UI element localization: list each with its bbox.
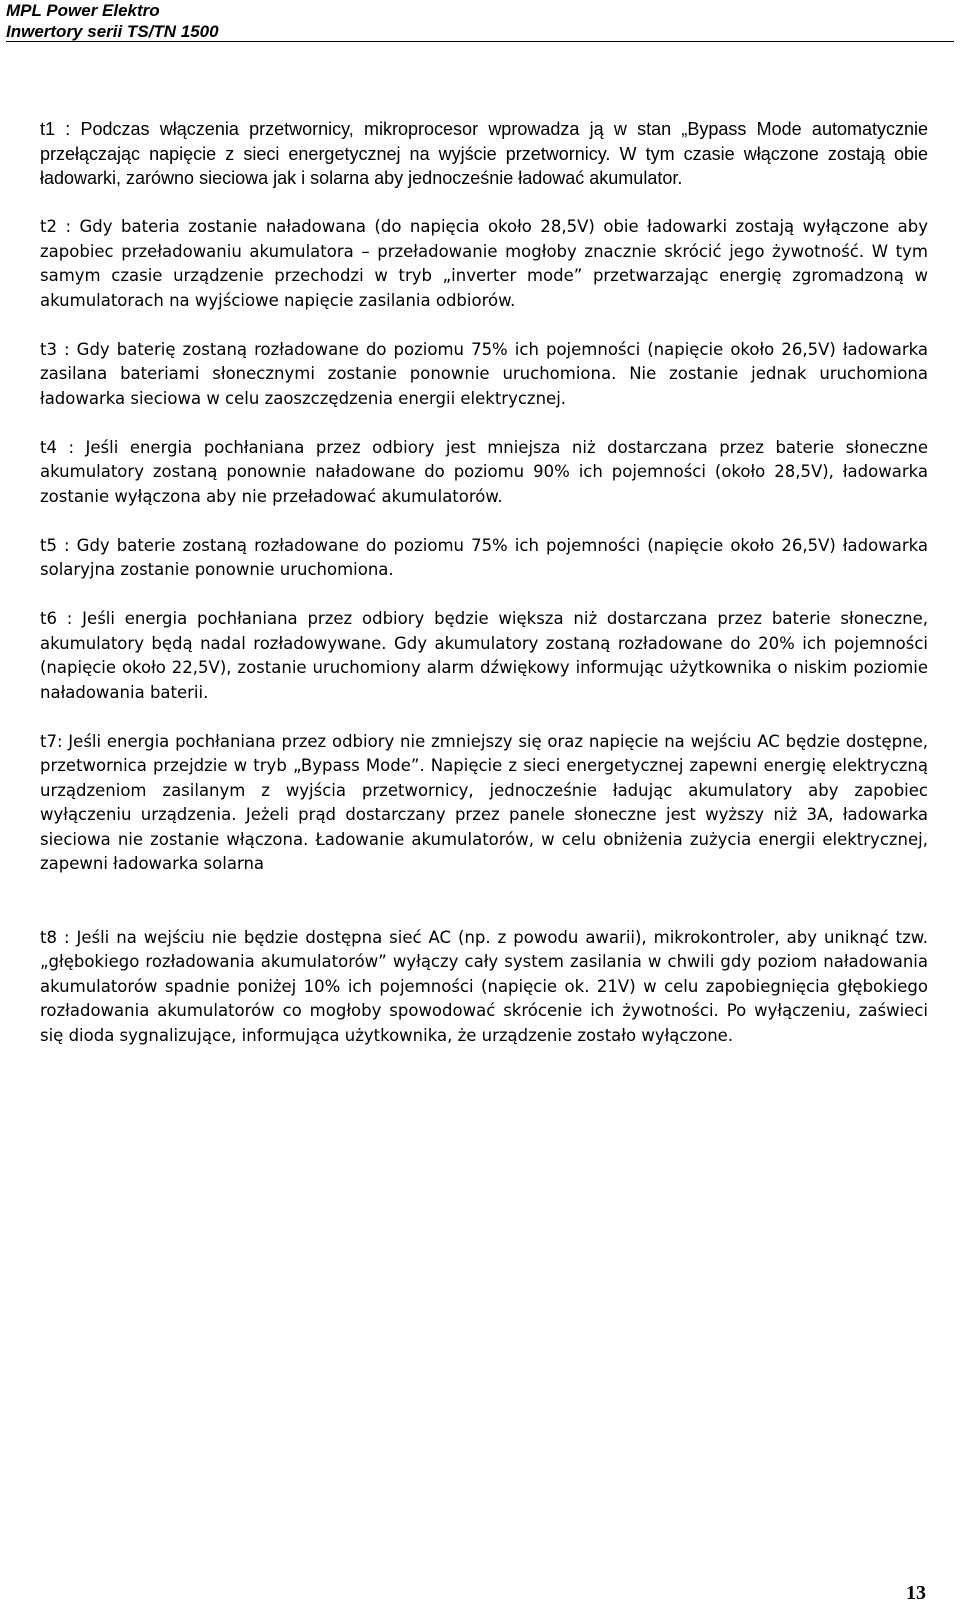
page-header <box>6 0 954 42</box>
header-rule <box>6 41 954 42</box>
paragraph-t1: t1 : Podczas włączenia przetwornicy, mikroprocesor wprowadza ją w stan „Bypass Mode automatycznie przełączając napięcie z sieci energetycznej na wyjście przetwornicy. W tym czasie włączone zostają obie ładowarki, zarówno sieciowa jak i solarna aby jednocześnie ładować akumulator. <box>40 119 928 188</box>
header-series: Inwertory serii TS/TN 1500 <box>6 22 219 41</box>
page-number: 13 <box>906 1582 926 1604</box>
paragraph-t4: t4 : Jeśli energia pochłaniana przez odbiory jest mniejsza niż dostarczana przez baterie słoneczne akumulatory zostaną ponownie naładowane do poziomu 90% ich pojemności (około 28,5V), ładowarka zostanie wyłączona aby nie przeładować akumulatorów. <box>40 437 928 506</box>
document-body <box>40 117 928 1048</box>
header-company: MPL Power Elektro <box>6 1 160 20</box>
paragraph-t8: t8 : Jeśli na wejściu nie będzie dostępna sieć AC (np. z powodu awarii), mikrokontroler, aby uniknąć tzw. „głębokiego rozładowania akumulatorów” wyłączy cały system zasilania w chwili gdy poziom naładowania akumulatorów spadnie poniżej 10% ich pojemności (napięcie ok. 21V) w celu zapobiegnięcia głębokiego rozładowania akumulatorów co mogłoby spowodować skrócenie ich żywotności. Po wyłączeniu, zaświeci się dioda sygnalizujące, informująca użytkownika, że urządzenie zostało wyłączone. <box>40 927 928 1045</box>
paragraph-t3: t3 : Gdy baterię zostaną rozładowane do poziomu 75% ich pojemności (napięcie około 26,5V) ładowarka zasilana bateriami słonecznymi zostanie ponownie uruchomiona. Nie zostanie jednak uruchomiona ładowarka sieciowa w celu zaoszczędzenia energii elektrycznej. <box>40 339 928 408</box>
paragraph-t7: t7: Jeśli energia pochłaniana przez odbiory nie zmniejszy się oraz napięcie na wejściu AC będzie dostępne, przetwornica przejdzie w tryb „Bypass Mode”. Napięcie z sieci energetycznej zapewni energię elektryczną urządzeniom zasilanym z wyjścia przetwornicy, jednocześnie ładując akumulatory aby zapobiec wyłączeniu urządzenia. Jeżeli prąd dostarczany przez panele słoneczne jest wyższy niż 3A, ładowarka sieciowa nie zostanie włączona. Ładowanie akumulatorów, w celu obniżenia zużycia energii elektrycznej, zapewni ładowarka solarna <box>40 731 928 873</box>
paragraph-t5: t5 : Gdy baterie zostaną rozładowane do poziomu 75% ich pojemności (napięcie około 26,5V) ładowarka solaryjna zostanie ponownie uruchomiona. <box>40 535 928 579</box>
paragraph-t2: t2 : Gdy bateria zostanie naładowana (do napięcia około 28,5V) obie ładowarki zostają wyłączone aby zapobiec przeładowaniu akumulatora – przeładowanie mogłoby znacznie skrócić jego żywotność. W tym samym czasie urządzenie przechodzi w tryb „inverter mode” przetwarzając energię zgromadzoną w akumulatorach na wyjściowe napięcie zasilania odbiorów. <box>40 217 928 310</box>
paragraph-t6: t6 : Jeśli energia pochłaniana przez odbiory będzie większa niż dostarczana przez baterie słoneczne, akumulatory będą nadal rozładowywane. Gdy akumulatory zostaną rozładowane do 20% ich pojemności (napięcie około 22,5V), zostanie uruchomiony alarm dźwiękowy informując użytkownika o niskim poziomie naładowania baterii. <box>40 609 928 702</box>
